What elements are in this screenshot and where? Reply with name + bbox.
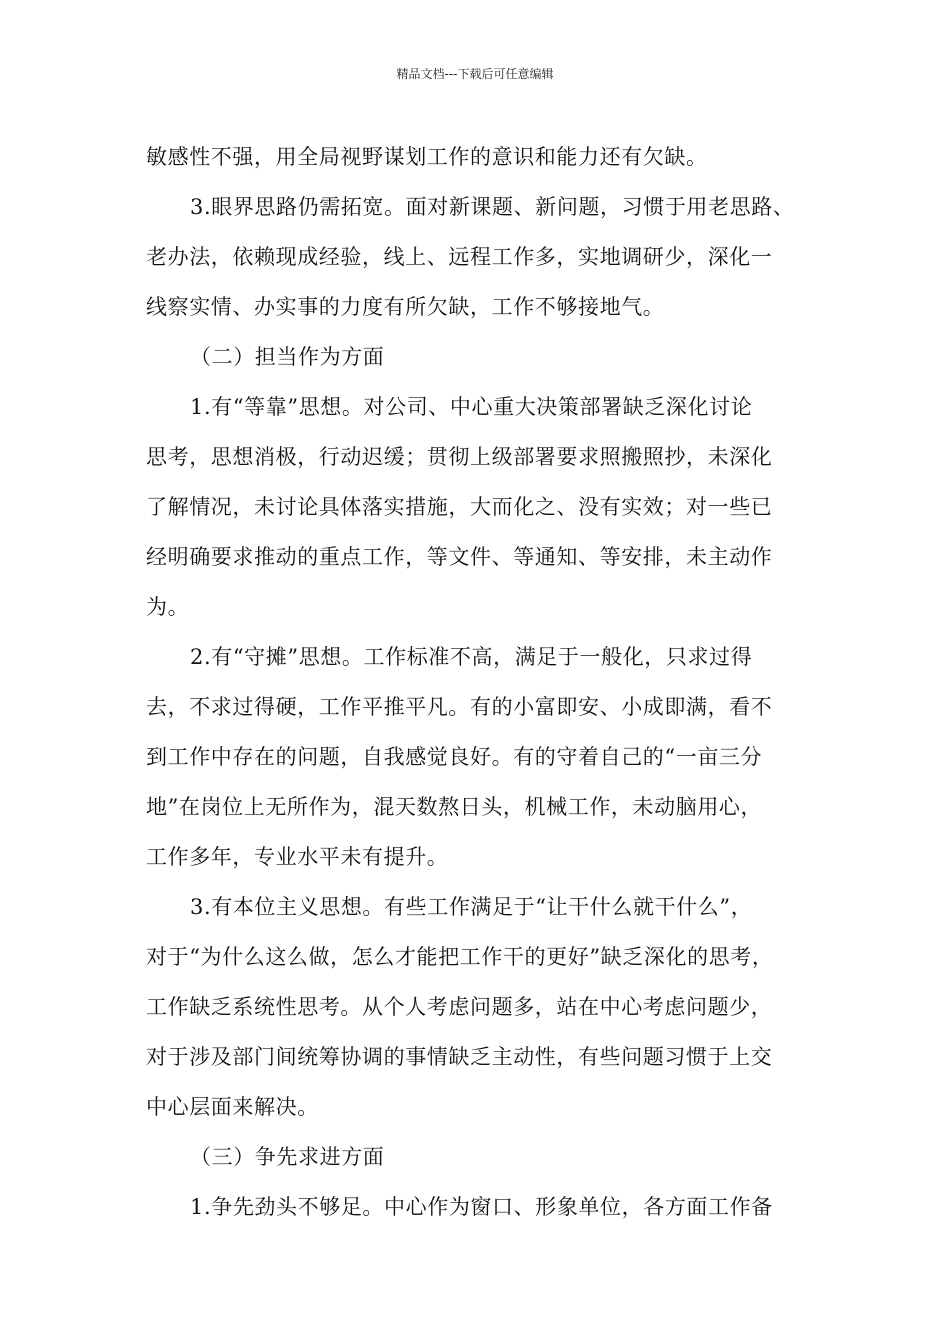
text-line: 3.有本位主义思想。有些工作满足于“让干什么就干什么”，	[190, 895, 753, 919]
text-line: 工作多年，专业水平未有提升。	[146, 845, 449, 869]
text-line: 对于“为什么这么做，怎么才能把工作干的更好”缺乏深化的思考，	[146, 945, 774, 969]
text-line: 思考，思想消极，行动迟缓；贯彻上级部署要求照搬照抄，未深化	[146, 445, 773, 469]
text-line: 老办法，依赖现成经验，线上、远程工作多，实地调研少，深化一	[146, 245, 773, 269]
text-line: 对于涉及部门间统筹协调的事情缺乏主动性，有些问题习惯于上交	[146, 1045, 773, 1069]
text-line: 地”在岗位上无所作为，混天数熬日头，机械工作，未动脑用心，	[146, 795, 763, 819]
text-line: 2.有“守摊”思想。工作标准不高，满足于一般化，只求过得	[190, 645, 753, 669]
text-line: 为。	[146, 595, 190, 619]
text-line: 1.争先劲头不够足。中心作为窗口、形象单位，各方面工作备	[190, 1195, 773, 1219]
text-line: 去，不求过得硬，工作平推平凡。有的小富即安、小成即满，看不	[146, 695, 773, 719]
text-line: 线察实情、办实事的力度有所欠缺，工作不够接地气。	[146, 295, 665, 319]
text-line: 经明确要求推动的重点工作，等文件、等通知、等安排，未主动作	[146, 545, 773, 569]
section-heading: （二）担当作为方面	[190, 345, 385, 369]
text-line: 中心层面来解决。	[146, 1095, 319, 1119]
document-body	[146, 132, 810, 1232]
text-line: 1.有“等靠”思想。对公司、中心重大决策部署缺乏深化讨论	[190, 395, 753, 419]
text-line: 了解情况，未讨论具体落实措施，大而化之、没有实效；对一些已	[146, 495, 773, 519]
text-line: 敏感性不强，用全局视野谋划工作的意识和能力还有欠缺。	[146, 145, 708, 169]
page-header: 精品文档---下载后可任意编辑	[396, 67, 554, 81]
text-line: 到工作中存在的问题，自我感觉良好。有的守着自己的“一亩三分	[146, 745, 763, 769]
section-heading: （三）争先求进方面	[190, 1145, 385, 1169]
text-line: 3.眼界思路仍需拓宽。面对新课题、新问题，习惯于用老思路、	[190, 195, 795, 219]
text-line: 工作缺乏系统性思考。从个人考虑问题多，站在中心考虑问题少，	[146, 995, 773, 1019]
